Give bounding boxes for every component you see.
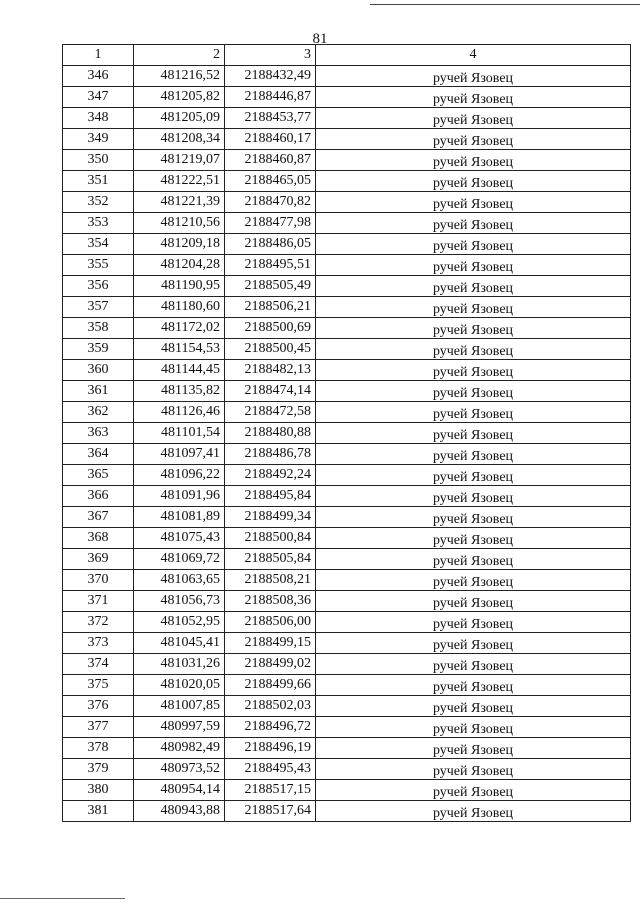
y-coordinate-cell: 2188500,84 (225, 528, 316, 549)
x-coordinate-cell: 481091,96 (134, 486, 225, 507)
x-coordinate-cell: 481209,18 (134, 234, 225, 255)
x-coordinate-cell: 481031,26 (134, 654, 225, 675)
column-header-4: 4 (316, 45, 631, 66)
table-row (63, 675, 631, 696)
description-cell (316, 591, 631, 612)
y-coordinate-cell: 2188500,45 (225, 339, 316, 360)
table-row (63, 801, 631, 822)
description-cell (316, 129, 631, 150)
point-number-cell: 378 (63, 738, 134, 759)
y-coordinate-cell: 2188432,49 (225, 66, 316, 87)
table-row (63, 612, 631, 633)
point-number-cell: 365 (63, 465, 134, 486)
y-coordinate-cell: 2188502,03 (225, 696, 316, 717)
description-cell (316, 276, 631, 297)
x-coordinate-cell: 481096,22 (134, 465, 225, 486)
description-text: ручей Язовец (432, 134, 514, 149)
description-text: ручей Язовец (432, 92, 514, 107)
point-number-cell: 376 (63, 696, 134, 717)
scan-edge-bottom (0, 898, 125, 899)
description-cell (316, 66, 631, 87)
description-text: ручей Язовец (432, 554, 514, 569)
description-text: ручей Язовец (432, 470, 514, 485)
description-text: ручей Язовец (432, 806, 514, 821)
y-coordinate-cell: 2188505,84 (225, 549, 316, 570)
table-row (63, 633, 631, 654)
point-number-cell: 352 (63, 192, 134, 213)
x-coordinate-cell: 481135,82 (134, 381, 225, 402)
description-cell (316, 654, 631, 675)
description-text: ручей Язовец (432, 344, 514, 359)
point-number-cell: 356 (63, 276, 134, 297)
y-coordinate-cell: 2188492,24 (225, 465, 316, 486)
description-text: ручей Язовец (432, 239, 514, 254)
point-number-cell: 362 (63, 402, 134, 423)
table-body (63, 66, 631, 822)
description-cell (316, 171, 631, 192)
point-number-cell: 351 (63, 171, 134, 192)
x-coordinate-cell: 481204,28 (134, 255, 225, 276)
x-coordinate-cell: 481020,05 (134, 675, 225, 696)
description-cell (316, 759, 631, 780)
y-coordinate-cell: 2188453,77 (225, 108, 316, 129)
y-coordinate-cell: 2188500,69 (225, 318, 316, 339)
x-coordinate-cell: 481219,07 (134, 150, 225, 171)
table-row (63, 87, 631, 108)
table-row (63, 339, 631, 360)
x-coordinate-cell: 481056,73 (134, 591, 225, 612)
table-row (63, 318, 631, 339)
y-coordinate-cell: 2188517,15 (225, 780, 316, 801)
point-number-cell: 370 (63, 570, 134, 591)
point-number-cell: 357 (63, 297, 134, 318)
y-coordinate-cell: 2188496,72 (225, 717, 316, 738)
table-row (63, 234, 631, 255)
point-number-cell: 355 (63, 255, 134, 276)
description-cell (316, 234, 631, 255)
description-cell (316, 213, 631, 234)
description-text: ручей Язовец (432, 449, 514, 464)
x-coordinate-cell: 480973,52 (134, 759, 225, 780)
description-text: ручей Язовец (432, 680, 514, 695)
y-coordinate-cell: 2188499,15 (225, 633, 316, 654)
description-cell (316, 570, 631, 591)
y-coordinate-cell: 2188499,34 (225, 507, 316, 528)
point-number-cell: 349 (63, 129, 134, 150)
point-number-cell: 359 (63, 339, 134, 360)
description-text: ручей Язовец (432, 113, 514, 128)
point-number-cell: 348 (63, 108, 134, 129)
table-row (63, 360, 631, 381)
point-number-cell: 358 (63, 318, 134, 339)
table-row (63, 276, 631, 297)
x-coordinate-cell: 481144,45 (134, 360, 225, 381)
description-text: ручей Язовец (432, 176, 514, 191)
table-row (63, 297, 631, 318)
point-number-cell: 377 (63, 717, 134, 738)
table-row (63, 654, 631, 675)
description-cell (316, 255, 631, 276)
description-text: ручей Язовец (432, 575, 514, 590)
column-header-2: 2 (134, 45, 225, 66)
description-text: ручей Язовец (432, 785, 514, 800)
y-coordinate-cell: 2188465,05 (225, 171, 316, 192)
coordinates-table (62, 44, 631, 822)
description-text: ручей Язовец (432, 428, 514, 443)
point-number-cell: 366 (63, 486, 134, 507)
y-coordinate-cell: 2188474,14 (225, 381, 316, 402)
description-text: ручей Язовец (432, 596, 514, 611)
y-coordinate-cell: 2188470,82 (225, 192, 316, 213)
description-cell (316, 549, 631, 570)
table-row (63, 171, 631, 192)
description-text: ручей Язовец (432, 218, 514, 233)
y-coordinate-cell: 2188460,87 (225, 150, 316, 171)
description-text: ручей Язовец (432, 743, 514, 758)
point-number-cell: 372 (63, 612, 134, 633)
y-coordinate-cell: 2188508,36 (225, 591, 316, 612)
description-text: ручей Язовец (432, 722, 514, 737)
description-cell (316, 381, 631, 402)
table-row (63, 486, 631, 507)
y-coordinate-cell: 2188486,05 (225, 234, 316, 255)
x-coordinate-cell: 481210,56 (134, 213, 225, 234)
point-number-cell: 368 (63, 528, 134, 549)
table-row (63, 591, 631, 612)
x-coordinate-cell: 481154,53 (134, 339, 225, 360)
point-number-cell: 375 (63, 675, 134, 696)
x-coordinate-cell: 480997,59 (134, 717, 225, 738)
point-number-cell: 373 (63, 633, 134, 654)
description-cell (316, 465, 631, 486)
x-coordinate-cell: 480943,88 (134, 801, 225, 822)
description-cell (316, 738, 631, 759)
y-coordinate-cell: 2188495,84 (225, 486, 316, 507)
description-text: ручей Язовец (432, 302, 514, 317)
description-cell (316, 801, 631, 822)
y-coordinate-cell: 2188496,19 (225, 738, 316, 759)
table-row (63, 150, 631, 171)
x-coordinate-cell: 481126,46 (134, 402, 225, 423)
page-number: 81 (312, 31, 328, 47)
description-text: ручей Язовец (432, 491, 514, 506)
table-row (63, 381, 631, 402)
point-number-cell: 381 (63, 801, 134, 822)
x-coordinate-cell: 481221,39 (134, 192, 225, 213)
column-header-1: 1 (63, 45, 134, 66)
x-coordinate-cell: 481190,95 (134, 276, 225, 297)
description-cell (316, 780, 631, 801)
table-row (63, 570, 631, 591)
x-coordinate-cell: 480954,14 (134, 780, 225, 801)
table-row (63, 192, 631, 213)
y-coordinate-cell: 2188506,21 (225, 297, 316, 318)
description-cell (316, 528, 631, 549)
point-number-cell: 353 (63, 213, 134, 234)
description-cell (316, 507, 631, 528)
table-row (63, 465, 631, 486)
x-coordinate-cell: 481101,54 (134, 423, 225, 444)
y-coordinate-cell: 2188486,78 (225, 444, 316, 465)
table-row (63, 696, 631, 717)
description-cell (316, 633, 631, 654)
column-header-3: 3 (225, 45, 316, 66)
y-coordinate-cell: 2188482,13 (225, 360, 316, 381)
x-coordinate-cell: 481063,65 (134, 570, 225, 591)
description-text: ручей Язовец (432, 197, 514, 212)
description-cell (316, 486, 631, 507)
x-coordinate-cell: 481097,41 (134, 444, 225, 465)
y-coordinate-cell: 2188477,98 (225, 213, 316, 234)
point-number-cell: 360 (63, 360, 134, 381)
x-coordinate-cell: 481045,41 (134, 633, 225, 654)
point-number-cell: 347 (63, 87, 134, 108)
point-number-cell: 350 (63, 150, 134, 171)
x-coordinate-cell: 481069,72 (134, 549, 225, 570)
header-row (63, 45, 631, 66)
x-coordinate-cell: 481180,60 (134, 297, 225, 318)
description-cell (316, 423, 631, 444)
description-cell (316, 339, 631, 360)
x-coordinate-cell: 480982,49 (134, 738, 225, 759)
description-text: ручей Язовец (432, 407, 514, 422)
description-cell (316, 444, 631, 465)
description-cell (316, 192, 631, 213)
x-coordinate-cell: 481208,34 (134, 129, 225, 150)
description-text: ручей Язовец (432, 638, 514, 653)
description-cell (316, 87, 631, 108)
description-cell (316, 108, 631, 129)
point-number-cell: 361 (63, 381, 134, 402)
table-row (63, 444, 631, 465)
y-coordinate-cell: 2188446,87 (225, 87, 316, 108)
description-cell (316, 717, 631, 738)
description-cell (316, 360, 631, 381)
y-coordinate-cell: 2188508,21 (225, 570, 316, 591)
point-number-cell: 354 (63, 234, 134, 255)
y-coordinate-cell: 2188506,00 (225, 612, 316, 633)
y-coordinate-cell: 2188517,64 (225, 801, 316, 822)
table-row (63, 213, 631, 234)
x-coordinate-cell: 481205,09 (134, 108, 225, 129)
table-row (63, 129, 631, 150)
scan-edge-top (370, 4, 640, 5)
y-coordinate-cell: 2188495,51 (225, 255, 316, 276)
table-row (63, 549, 631, 570)
description-cell (316, 612, 631, 633)
description-text: ручей Язовец (432, 155, 514, 170)
point-number-cell: 379 (63, 759, 134, 780)
description-text: ручей Язовец (432, 281, 514, 296)
y-coordinate-cell: 2188460,17 (225, 129, 316, 150)
point-number-cell: 346 (63, 66, 134, 87)
x-coordinate-cell: 481216,52 (134, 66, 225, 87)
point-number-cell: 367 (63, 507, 134, 528)
description-text: ручей Язовец (432, 764, 514, 779)
description-cell (316, 696, 631, 717)
x-coordinate-cell: 481222,51 (134, 171, 225, 192)
description-cell (316, 402, 631, 423)
table-header (63, 45, 631, 66)
description-text: ручей Язовец (432, 659, 514, 674)
x-coordinate-cell: 481075,43 (134, 528, 225, 549)
point-number-cell: 374 (63, 654, 134, 675)
description-text: ручей Язовец (432, 71, 514, 86)
y-coordinate-cell: 2188495,43 (225, 759, 316, 780)
y-coordinate-cell: 2188499,66 (225, 675, 316, 696)
description-cell (316, 297, 631, 318)
y-coordinate-cell: 2188505,49 (225, 276, 316, 297)
description-cell (316, 675, 631, 696)
table-row (63, 738, 631, 759)
description-text: ручей Язовец (432, 323, 514, 338)
x-coordinate-cell: 481081,89 (134, 507, 225, 528)
description-text: ручей Язовец (432, 533, 514, 548)
description-cell (316, 150, 631, 171)
table-row (63, 717, 631, 738)
x-coordinate-cell: 481052,95 (134, 612, 225, 633)
table-row (63, 108, 631, 129)
description-text: ручей Язовец (432, 617, 514, 632)
point-number-cell: 371 (63, 591, 134, 612)
x-coordinate-cell: 481205,82 (134, 87, 225, 108)
table-row (63, 255, 631, 276)
table-row (63, 423, 631, 444)
y-coordinate-cell: 2188472,58 (225, 402, 316, 423)
y-coordinate-cell: 2188480,88 (225, 423, 316, 444)
table-row (63, 402, 631, 423)
description-text: ручей Язовец (432, 365, 514, 380)
description-cell (316, 318, 631, 339)
description-text: ручей Язовец (432, 386, 514, 401)
x-coordinate-cell: 481172,02 (134, 318, 225, 339)
point-number-cell: 380 (63, 780, 134, 801)
table-row (63, 528, 631, 549)
x-coordinate-cell: 481007,85 (134, 696, 225, 717)
description-text: ручей Язовец (432, 701, 514, 716)
point-number-cell: 369 (63, 549, 134, 570)
table-row (63, 780, 631, 801)
description-text: ручей Язовец (432, 512, 514, 527)
table-row (63, 66, 631, 87)
y-coordinate-cell: 2188499,02 (225, 654, 316, 675)
description-text: ручей Язовец (432, 260, 514, 275)
table-row (63, 759, 631, 780)
point-number-cell: 363 (63, 423, 134, 444)
table-row (63, 507, 631, 528)
point-number-cell: 364 (63, 444, 134, 465)
